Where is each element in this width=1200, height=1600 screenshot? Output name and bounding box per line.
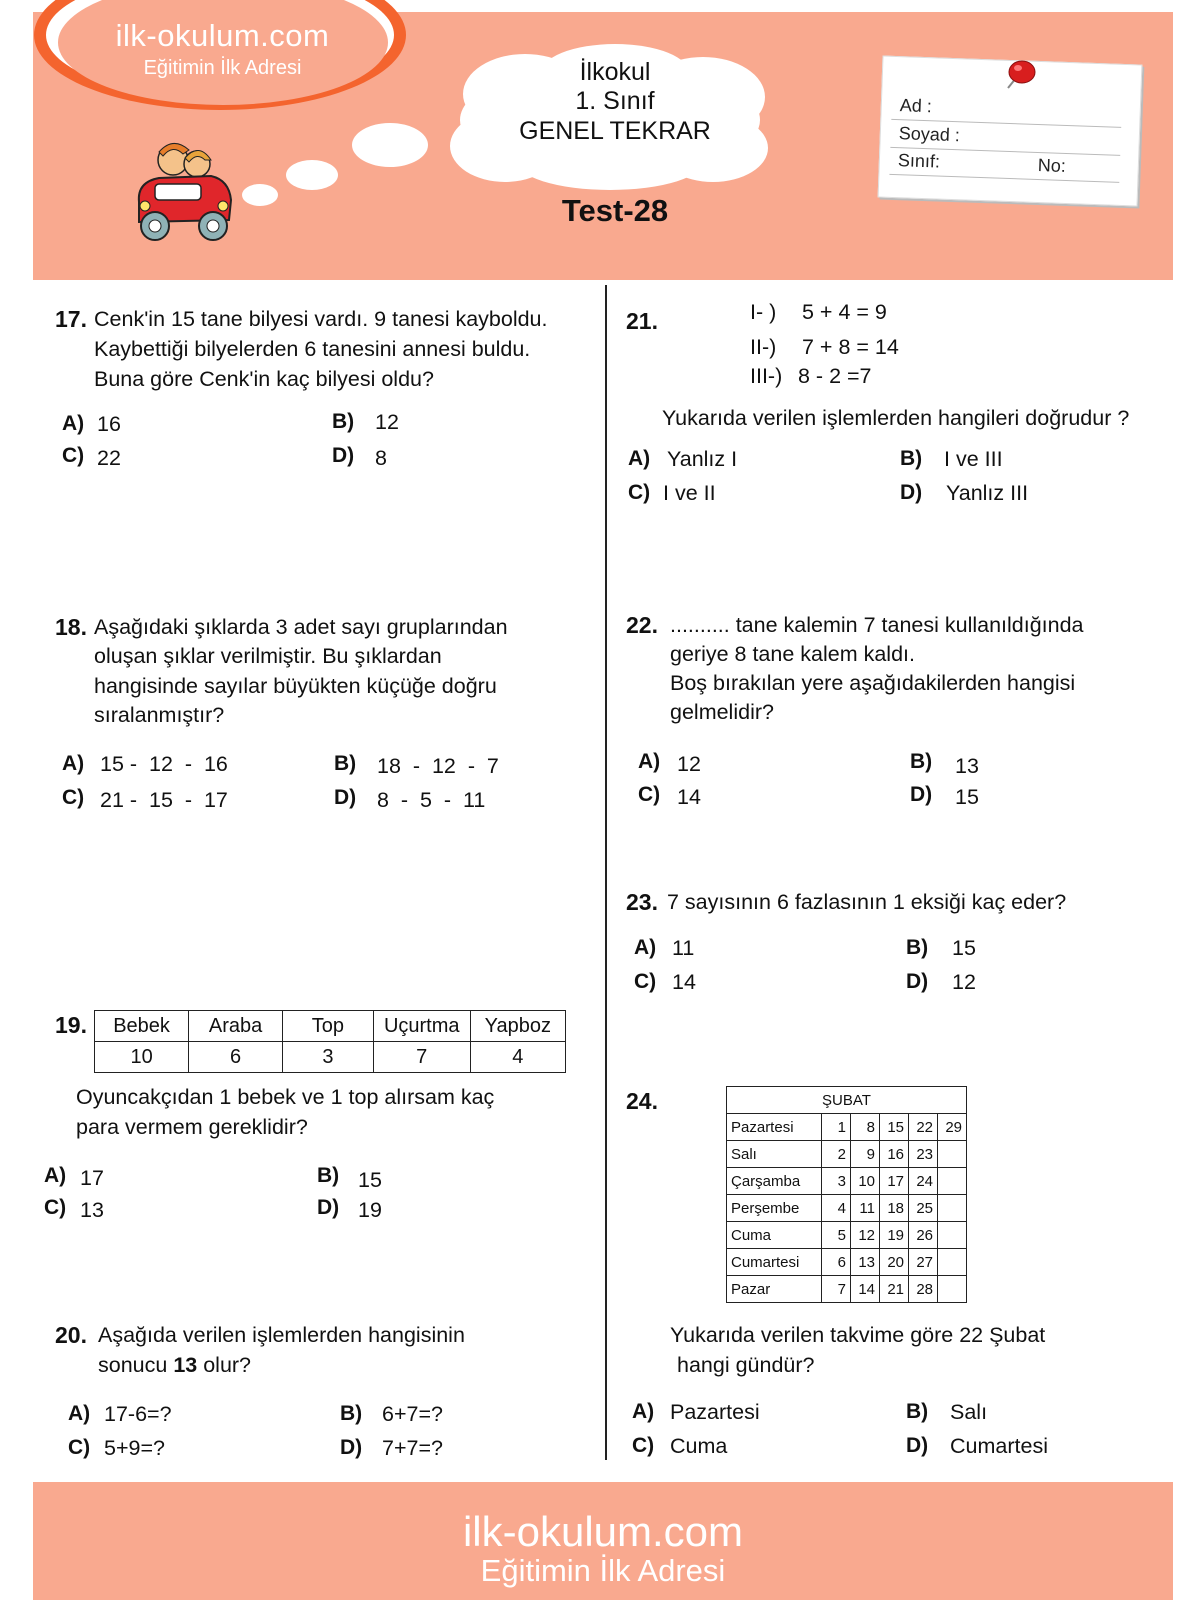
q22-option-b-letter[interactable]: B) [910,750,933,773]
q19-option-c[interactable]: 13 [80,1198,104,1222]
card-line [889,174,1119,183]
q23-option-c[interactable]: 14 [672,970,696,994]
q20-option-a-letter[interactable]: A) [68,1402,91,1425]
calendar-date-cell: 13 [851,1249,880,1276]
q21-item3-expr: 8 - 2 =7 [798,364,872,388]
q19-option-d-letter[interactable]: D) [317,1196,340,1219]
calendar-date-cell: 4 [822,1195,851,1222]
february-calendar [726,1086,967,1303]
q24-option-b[interactable]: Salı [950,1400,988,1424]
calendar-date-cell [938,1168,967,1195]
calendar-day-row [727,1249,967,1276]
calendar-date-cell: 23 [909,1141,938,1168]
q21-item2-label: II-) [750,335,777,359]
q21-option-c[interactable]: I ve II [663,481,716,505]
calendar-date-cell: 1 [822,1114,851,1141]
toy-price-cell: 6 [189,1042,283,1073]
calendar-day-row [727,1276,967,1303]
q23-option-b[interactable]: 15 [952,936,976,960]
calendar-day-name: Çarşamba [727,1168,822,1195]
calendar-date-cell: 25 [909,1195,938,1222]
q18-option-d[interactable]: 8 - 5 - 11 [377,788,486,812]
toy-name-cell: Uçurtma [373,1011,470,1042]
q23-option-d[interactable]: 12 [952,970,976,994]
q18-line2: oluşan şıklar verilmiştir. Bu şıklardan [94,644,442,668]
q21-option-b[interactable]: I ve III [944,447,1003,471]
calendar-date-cell: 12 [851,1222,880,1249]
q21-option-c-letter[interactable]: C) [628,481,651,504]
q17-option-d[interactable]: 8 [375,446,387,470]
card-no-label: No: [1037,154,1067,176]
q17-option-c[interactable]: 22 [97,446,121,470]
q19-number: 19. [55,1012,87,1038]
footer-site-name: ilk-okulum.com [462,1508,744,1555]
q19-line1: Oyuncakçıdan 1 bebek ve 1 top alırsam kaç [76,1085,495,1109]
calendar-date-cell [938,1141,967,1168]
q17-option-c-letter[interactable]: C) [62,444,85,467]
calendar-day-row [727,1114,967,1141]
q21-item1-label: I- ) [750,300,777,324]
logo-main-text: ilk-okulum.com [115,18,330,53]
q24-option-a-letter[interactable]: A) [632,1400,655,1423]
q21-option-a[interactable]: Yanlız I [667,447,738,471]
calendar-day-row [727,1168,967,1195]
test-title: Test-28 [561,193,669,228]
q19-option-b[interactable]: 15 [358,1168,382,1192]
calendar-date-cell: 16 [880,1141,909,1168]
q19-option-c-letter[interactable]: C) [44,1196,67,1219]
q22-line4: gelmelidir? [670,700,774,724]
q21-option-d-letter[interactable]: D) [900,481,923,504]
q17-option-b[interactable]: 12 [375,410,399,434]
calendar-date-cell: 22 [909,1114,938,1141]
q22-line2: geriye 8 tane kalem kaldı. [670,642,915,666]
calendar-day-name: Cumartesi [727,1249,822,1276]
calendar-day-name: Cuma [727,1222,822,1249]
logo-sub-text: Eğitimin İlk Adresi [143,57,302,79]
q17-number: 17. [55,306,87,332]
q22-number: 22. [626,612,658,638]
q23-option-a-letter[interactable]: A) [634,936,657,959]
q20-number: 20. [55,1322,87,1348]
calendar-date-cell: 21 [880,1276,909,1303]
q18-option-a[interactable]: 15 - 12 - 16 [100,752,228,776]
toy-price-table [94,1010,566,1073]
calendar-date-cell: 15 [880,1114,909,1141]
q21-question: Yukarıda verilen işlemlerden hangileri doğrudur ? [662,406,1130,430]
toy-name-cell: Araba [189,1011,283,1042]
q20-option-d[interactable]: 7+7=? [382,1436,443,1460]
q20-option-b[interactable]: 6+7=? [382,1402,443,1426]
q18-line3: hangisinde sayılar büyükten küçüğe doğru [94,674,497,698]
q18-option-b[interactable]: 18 - 12 - 7 [377,754,499,778]
calendar-date-cell: 19 [880,1222,909,1249]
q18-option-c-letter[interactable]: C) [62,786,85,809]
q24-option-c[interactable]: Cuma [670,1434,728,1458]
calendar-month-title: ŞUBAT [727,1087,967,1114]
car-cartoon-icon [125,130,245,250]
q22-line3: Boş bırakılan yere aşağıdakilerden hangisi [670,671,1076,695]
calendar-date-cell: 3 [822,1168,851,1195]
calendar-month-row [727,1087,967,1114]
q24-line2: hangi gündür? [677,1353,815,1377]
q17-line1: Cenk'in 15 tane bilyesi vardı. 9 tanesi kayboldu. [94,307,548,331]
calendar-date-cell: 7 [822,1276,851,1303]
toy-names-row [95,1011,566,1042]
q22-line1: .......... tane kalemin 7 tanesi kullanıldığında [670,613,1084,637]
q18-line1: Aşağıdaki şıklarda 3 adet sayı gruplarından [94,615,508,639]
calendar-date-cell: 14 [851,1276,880,1303]
calendar-date-cell: 20 [880,1249,909,1276]
toy-price-cell: 3 [282,1042,373,1073]
q22-option-a-letter[interactable]: A) [638,750,661,773]
cloud-line-review: GENEL TEKRAR [519,117,711,145]
q20-option-c[interactable]: 5+9=? [104,1436,165,1460]
q24-option-d[interactable]: Cumartesi [950,1434,1048,1458]
q17-option-a[interactable]: 16 [97,412,121,436]
cloud-line-school: İlkokul [579,58,651,86]
q20-option-b-letter[interactable]: B) [340,1402,363,1425]
toy-name-cell: Bebek [95,1011,189,1042]
calendar-date-cell: 29 [938,1114,967,1141]
q19-option-d[interactable]: 19 [358,1198,382,1222]
calendar-date-cell: 17 [880,1168,909,1195]
q23-line1: 7 sayısının 6 fazlasının 1 eksiği kaç eder? [667,890,1067,914]
calendar-day-row [727,1222,967,1249]
q20-line2 [98,1350,251,1380]
toy-name-cell: Top [282,1011,373,1042]
toy-price-cell: 7 [373,1042,470,1073]
q17-option-b-letter[interactable]: B) [332,410,355,433]
q23-number: 23. [626,889,658,915]
q24-option-d-letter[interactable]: D) [906,1434,929,1457]
card-ad-label: Ad : [899,95,933,117]
q22-option-b[interactable]: 13 [955,754,979,778]
q24-line1: Yukarıda verilen takvime göre 22 Şubat [670,1323,1046,1347]
calendar-date-cell: 9 [851,1141,880,1168]
q24-option-c-letter[interactable]: C) [632,1434,655,1457]
q18-option-d-letter[interactable]: D) [334,786,357,809]
q22-option-a[interactable]: 12 [677,752,701,776]
calendar-day-name: Pazar [727,1276,822,1303]
q18-option-a-letter[interactable]: A) [62,752,85,775]
q23-option-b-letter[interactable]: B) [906,936,929,959]
q21-item2-expr: 7 + 8 = 14 [802,335,899,359]
toy-price-cell: 4 [470,1042,565,1073]
q20-target-number: 13 [173,1353,198,1377]
q20-line2-pre: sonucu [98,1353,174,1377]
q17-option-a-letter[interactable]: A) [62,412,85,435]
calendar-date-cell: 10 [851,1168,880,1195]
q24-number: 24. [626,1088,658,1114]
calendar-date-cell [938,1195,967,1222]
q20-line1: Aşağıda verilen işlemlerden hangisinin [98,1323,465,1347]
q17-option-d-letter[interactable]: D) [332,444,355,467]
q18-number: 18. [55,614,87,640]
calendar-day-name: Pazartesi [727,1114,822,1141]
q19-option-a[interactable]: 17 [80,1166,104,1190]
q23-option-d-letter[interactable]: D) [906,970,929,993]
calendar-date-cell: 24 [909,1168,938,1195]
q21-item1-expr: 5 + 4 = 9 [802,300,887,324]
calendar-date-cell: 5 [822,1222,851,1249]
q22-option-d-letter[interactable]: D) [910,783,933,806]
calendar-date-cell: 27 [909,1249,938,1276]
q20-line2-post: olur? [197,1353,252,1377]
q19-option-a-letter[interactable]: A) [44,1164,67,1187]
q23-option-c-letter[interactable]: C) [634,970,657,993]
card-soyad-label: Soyad : [898,123,961,146]
column-divider [605,285,607,1460]
calendar-date-cell: 26 [909,1222,938,1249]
q17-line2: Kaybettiği bilyelerden 6 tanesini annesi buldu. [94,337,531,361]
calendar-date-cell [938,1276,967,1303]
q22-option-d[interactable]: 15 [955,785,979,809]
calendar-date-cell: 8 [851,1114,880,1141]
calendar-day-row [727,1195,967,1222]
cloud-line-grade: 1. Sınıf [575,87,655,115]
q24-option-b-letter[interactable]: B) [906,1400,929,1423]
q18-option-b-letter[interactable]: B) [334,752,357,775]
q21-option-b-letter[interactable]: B) [900,447,923,470]
q20-option-d-letter[interactable]: D) [340,1436,363,1459]
thought-bubbles-icon [230,100,470,210]
q18-line4: sıralanmıştır? [94,703,225,727]
q21-option-a-letter[interactable]: A) [628,447,651,470]
q21-option-d[interactable]: Yanlız III [946,481,1029,505]
calendar-days-body [727,1114,967,1303]
footer-slogan: Eğitimin İlk Adresi [480,1553,726,1588]
calendar-date-cell: 6 [822,1249,851,1276]
calendar-date-cell: 28 [909,1276,938,1303]
q22-option-c-letter[interactable]: C) [638,783,661,806]
push-pin-icon [998,58,1038,94]
q23-option-a[interactable]: 11 [672,936,695,960]
q19-line2: para vermem gereklidir? [76,1115,308,1139]
q20-option-c-letter[interactable]: C) [68,1436,91,1459]
calendar-date-cell [938,1249,967,1276]
q17-line3: Buna göre Cenk'in kaç bilyesi oldu? [94,367,434,391]
q21-item3-label: III-) [750,364,783,388]
q20-option-a[interactable]: 17-6=? [104,1402,172,1426]
card-sinif-label: Sınıf: [897,150,941,172]
q18-option-c[interactable]: 21 - 15 - 17 [100,788,228,812]
q22-option-c[interactable]: 14 [677,785,701,809]
calendar-date-cell: 11 [851,1195,880,1222]
calendar-date-cell [938,1222,967,1249]
q19-option-b-letter[interactable]: B) [317,1164,340,1187]
calendar-day-row [727,1141,967,1168]
calendar-date-cell: 2 [822,1141,851,1168]
toy-name-cell: Yapboz [470,1011,565,1042]
calendar-day-name: Salı [727,1141,822,1168]
toy-price-cell: 10 [95,1042,189,1073]
q21-number: 21. [626,308,658,334]
calendar-day-name: Perşembe [727,1195,822,1222]
calendar-date-cell: 18 [880,1195,909,1222]
toy-prices-row [95,1042,566,1073]
q24-option-a[interactable]: Pazartesi [670,1400,760,1424]
